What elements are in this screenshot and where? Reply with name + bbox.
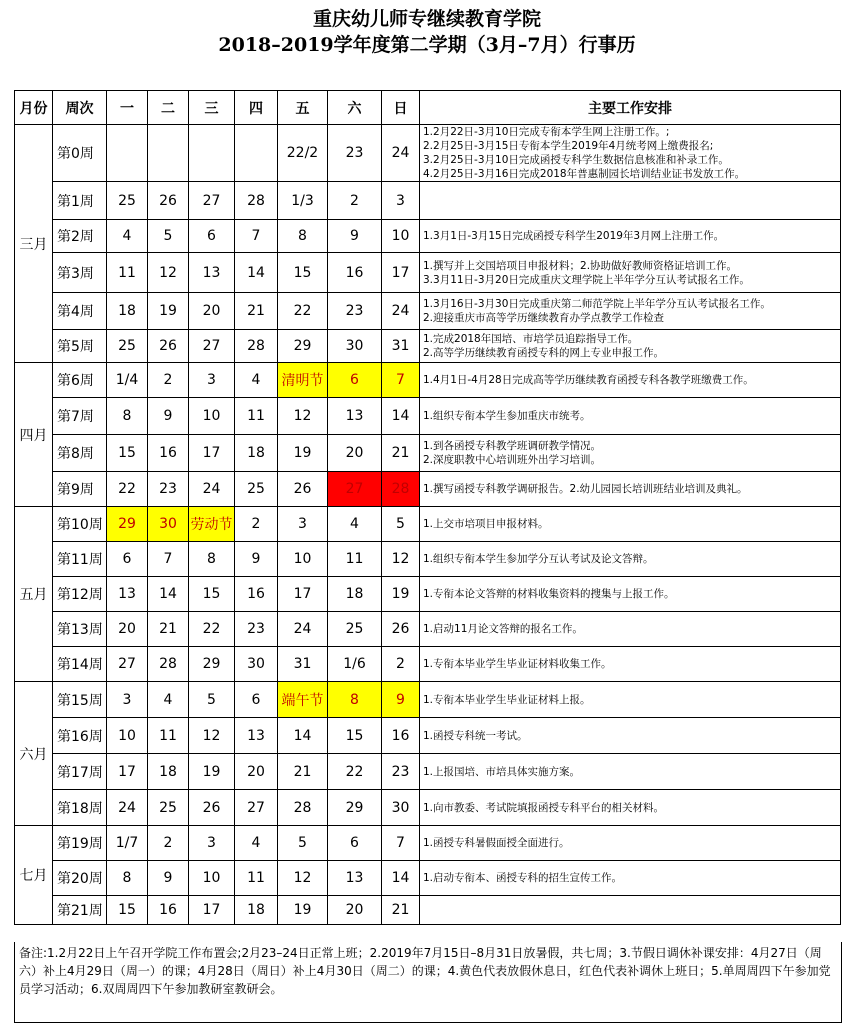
day-cell: 7 [382,826,420,861]
day-cell: 4 [328,507,382,542]
tasks-cell [420,293,841,330]
day-cell: 17 [278,577,328,612]
day-cell: 27 [107,647,148,682]
header-day: 六 [328,91,382,125]
day-cell: 11 [148,718,189,754]
tasks-cell [420,682,841,718]
tasks-cell [420,435,841,472]
day-cell: 8 [107,398,148,435]
tasks-cell [420,577,841,612]
day-cell: 19 [278,896,328,925]
task-line: 3.3月11日-3月20日完成重庆文理学院上半年学分互认考试报名工作。 [423,273,750,286]
day-cell: 26 [148,182,189,220]
day-cell: 6 [107,542,148,577]
week-label: 第8周 [53,435,107,472]
table-row [15,363,841,398]
day-cell [235,125,278,182]
week-label: 第9周 [53,472,107,507]
day-cell: 3 [278,507,328,542]
task-line: 1.组织专衔本学生参加重庆市统考。 [423,410,591,422]
table-row [15,398,841,435]
day-cell: 3 [189,363,235,398]
day-cell: 27 [189,182,235,220]
day-cell: 4 [107,220,148,253]
calendar-table [14,90,841,925]
day-cell: 11 [235,398,278,435]
day-cell: 5 [382,507,420,542]
day-cell: 5 [189,682,235,718]
day-cell: 14 [235,253,278,293]
holiday-cell: 7 [382,363,420,398]
day-cell: 3 [382,182,420,220]
task-line: 1.完成2018年国培、市培学员追踪指导工作。 [423,333,639,345]
day-cell: 10 [189,398,235,435]
day-cell: 9 [235,542,278,577]
day-cell: 4 [235,826,278,861]
tasks-cell [420,330,841,363]
day-cell: 30 [328,330,382,363]
tasks-cell [420,647,841,682]
table-row [15,826,841,861]
day-cell: 16 [382,718,420,754]
table-row [15,220,841,253]
task-line: 1.启动专衔本、函授专科的招生宣传工作。 [423,872,623,884]
day-cell: 12 [148,253,189,293]
task-line: 1.函授专科统一考试。 [423,729,528,742]
day-cell: 15 [328,718,382,754]
day-cell: 18 [235,435,278,472]
day-cell: 18 [148,754,189,790]
day-cell: 22 [278,293,328,330]
week-label: 第6周 [53,363,107,398]
day-cell: 1/6 [328,647,382,682]
holiday-cell: 8 [328,682,382,718]
week-label: 第21周 [53,896,107,925]
table-row [15,182,841,220]
page-title: 重庆幼儿师专继续教育学院 [312,8,541,30]
holiday-cell: 30 [148,507,189,542]
day-cell: 20 [235,754,278,790]
day-cell: 31 [278,647,328,682]
table-row [15,330,841,363]
task-line: 1.3月1日-3月15日完成函授专科学生2019年3月网上注册工作。 [423,230,725,242]
week-label: 第10周 [53,507,107,542]
day-cell: 24 [382,293,420,330]
day-cell: 15 [107,896,148,925]
day-cell: 3 [107,682,148,718]
day-cell: 30 [382,790,420,826]
table-row [15,896,841,925]
week-label: 第17周 [53,754,107,790]
task-line: 1.启动11月论文答辩的报名工作。 [423,623,583,635]
day-cell: 13 [235,718,278,754]
day-cell [189,125,235,182]
day-cell: 24 [107,790,148,826]
holiday-cell: 6 [328,363,382,398]
day-cell: 31 [382,330,420,363]
task-line: 1.专衔本毕业学生毕业证材料上报。 [423,693,591,706]
makeup-day-cell: 28 [382,472,420,507]
task-line: 1.向市教委、考试院填报函授专科平台的相关材料。 [423,801,665,814]
day-cell: 11 [107,253,148,293]
header-row [15,91,841,125]
footnote: 备注:1.2月22日上午召开学院工作布置会;2月23–24日正常上班；2.2019年7月15日–8月31日放暑假，共七周；3.节假日调休补课安排：4月27日（周六）补上4月29日（周一）的课；4月28日（周日）补上4月30日（周二）的课；4.黄色代表放假休息日，红色代表补调休上班日；5.单周周四下午参加党员学习活动；6.双周周四下午参加教研室教研会。 [14,942,842,1023]
tasks-cell [420,253,841,293]
task-line: 1.撰写并上交国培项目申报材料；2.协助做好教师资格证培训工作。 [423,259,738,272]
day-cell: 9 [148,861,189,896]
day-cell: 22 [328,754,382,790]
day-cell: 18 [107,293,148,330]
day-cell: 8 [278,220,328,253]
day-cell: 21 [382,896,420,925]
day-cell: 18 [235,896,278,925]
day-cell: 24 [382,125,420,182]
day-cell: 6 [189,220,235,253]
day-cell: 10 [382,220,420,253]
holiday-cell: 清明节 [278,363,328,398]
day-cell: 29 [328,790,382,826]
day-cell: 28 [235,182,278,220]
month-label: 四月 [15,363,53,507]
day-cell: 1/7 [107,826,148,861]
day-cell: 1/3 [278,182,328,220]
day-cell: 23 [328,125,382,182]
day-cell: 13 [328,861,382,896]
holiday-cell: 29 [107,507,148,542]
day-cell: 11 [328,542,382,577]
tasks-cell [420,861,841,896]
day-cell: 25 [148,790,189,826]
tasks-cell [420,472,841,507]
day-cell [148,125,189,182]
day-cell: 5 [278,826,328,861]
holiday-cell: 端午节 [278,682,328,718]
day-cell: 28 [148,647,189,682]
day-cell: 20 [107,612,148,647]
day-cell: 14 [382,861,420,896]
day-cell: 2 [148,363,189,398]
week-label: 第11周 [53,542,107,577]
task-line: 4.2月25日-3月16日完成2018年普惠制园长培训结业证书发放工作。 [423,168,746,180]
task-line: 1.到各函授专科教学班调研教学情况。 [423,440,602,452]
day-cell: 23 [328,293,382,330]
day-cell: 1/4 [107,363,148,398]
week-label: 第3周 [53,253,107,293]
day-cell: 26 [148,330,189,363]
table-row [15,790,841,826]
day-cell: 24 [189,472,235,507]
day-cell: 10 [107,718,148,754]
week-label: 第20周 [53,861,107,896]
day-cell: 15 [189,577,235,612]
day-cell: 16 [148,896,189,925]
task-line: 3.2月25日-3月10日完成函授专科学生数据信息核准和补录工作。 [423,154,729,166]
day-cell: 30 [235,647,278,682]
header-day: 日 [382,91,420,125]
week-label: 第0周 [53,125,107,182]
task-line: 1.函授专科暑假面授全面进行。 [423,837,570,849]
tasks-cell [420,542,841,577]
tasks-cell [420,612,841,647]
day-cell: 16 [235,577,278,612]
day-cell: 12 [382,542,420,577]
day-cell: 3 [189,826,235,861]
table-row [15,472,841,507]
tasks-cell [420,363,841,398]
week-label: 第15周 [53,682,107,718]
week-label: 第14周 [53,647,107,682]
day-cell: 2 [148,826,189,861]
day-cell: 27 [235,790,278,826]
day-cell: 21 [382,435,420,472]
day-cell: 6 [235,682,278,718]
day-cell: 25 [235,472,278,507]
day-cell: 24 [278,612,328,647]
tasks-cell [420,718,841,754]
task-line: 1.3月16日-3月30日完成重庆第二师范学院上半年学分互认考试报名工作。 [423,298,771,310]
day-cell: 17 [107,754,148,790]
task-line: 2.高等学历继续教育函授专科的网上专业申报工作。 [423,347,665,359]
day-cell: 26 [278,472,328,507]
day-cell: 21 [278,754,328,790]
header-month: 月份 [15,91,53,125]
tasks-cell [420,398,841,435]
day-cell: 23 [382,754,420,790]
task-line: 1.组织专衔本学生参加学分互认考试及论文答辩。 [423,553,654,565]
header-day: 一 [107,91,148,125]
day-cell: 18 [328,577,382,612]
table-row [15,507,841,542]
header-tasks: 主要工作安排 [420,91,841,125]
day-cell: 15 [278,253,328,293]
day-cell: 29 [189,647,235,682]
day-cell: 22/2 [278,125,328,182]
day-cell: 25 [107,182,148,220]
table-row [15,647,841,682]
tasks-cell [420,896,841,925]
week-label: 第18周 [53,790,107,826]
week-label: 第2周 [53,220,107,253]
table-row [15,682,841,718]
makeup-day-cell: 27 [328,472,382,507]
day-cell: 19 [278,435,328,472]
day-cell: 13 [107,577,148,612]
day-cell: 14 [382,398,420,435]
tasks-cell [420,182,841,220]
task-line: 1.上交市培项目申报材料。 [423,518,549,530]
week-label: 第5周 [53,330,107,363]
header-day: 四 [235,91,278,125]
task-line: 1.专衔本毕业学生毕业证材料收集工作。 [423,658,612,670]
day-cell: 25 [328,612,382,647]
task-line: 2.2月25日-3月15日专衔本学生2019年4月统考网上缴费报名; [423,140,714,152]
table-row [15,125,841,182]
day-cell: 23 [235,612,278,647]
day-cell: 8 [107,861,148,896]
table-row [15,542,841,577]
day-cell: 28 [278,790,328,826]
day-cell: 9 [148,398,189,435]
day-cell: 6 [328,826,382,861]
day-cell: 13 [328,398,382,435]
month-label: 三月 [15,125,53,363]
day-cell: 20 [189,293,235,330]
tasks-cell [420,125,841,182]
day-cell: 11 [235,861,278,896]
page-subtitle: 2018–2019学年度第二学期（3月–7月）行事历 [218,34,636,56]
day-cell: 21 [148,612,189,647]
header-day: 五 [278,91,328,125]
day-cell: 9 [328,220,382,253]
day-cell: 17 [189,896,235,925]
week-label: 第13周 [53,612,107,647]
table-row [15,861,841,896]
day-cell: 13 [189,253,235,293]
day-cell: 20 [328,896,382,925]
task-line: 1.4月1日-4月28日完成高等学历继续教育函授专科各教学班缴费工作。 [423,374,754,386]
day-cell: 12 [278,861,328,896]
month-label: 五月 [15,507,53,682]
holiday-cell: 9 [382,682,420,718]
table-row [15,612,841,647]
day-cell: 20 [328,435,382,472]
week-label: 第7周 [53,398,107,435]
task-line: 1.2月22日-3月10日完成专衔本学生网上注册工作。; [423,126,670,138]
week-label: 第4周 [53,293,107,330]
task-line: 1.专衔本论文答辩的材料收集资料的搜集与上报工作。 [423,588,675,600]
day-cell: 7 [235,220,278,253]
day-cell: 14 [278,718,328,754]
tasks-cell [420,754,841,790]
day-cell: 2 [235,507,278,542]
day-cell: 4 [235,363,278,398]
day-cell: 26 [189,790,235,826]
day-cell: 16 [328,253,382,293]
day-cell: 10 [278,542,328,577]
task-line: 2.迎接重庆市高等学历继续教育办学点教学工作检查 [423,312,665,324]
day-cell: 26 [382,612,420,647]
header-week: 周次 [53,91,107,125]
table-row [15,577,841,612]
day-cell: 14 [148,577,189,612]
task-line: 1.撰写函授专科教学调研报告。2.幼儿园园长培训班结业培训及典礼。 [423,483,748,495]
day-cell: 2 [328,182,382,220]
day-cell: 21 [235,293,278,330]
day-cell: 4 [148,682,189,718]
day-cell: 19 [189,754,235,790]
day-cell: 22 [107,472,148,507]
table-row [15,253,841,293]
day-cell: 8 [189,542,235,577]
day-cell: 2 [382,647,420,682]
day-cell: 19 [382,577,420,612]
tasks-cell [420,826,841,861]
day-cell: 28 [235,330,278,363]
table-row [15,718,841,754]
holiday-cell: 劳动节 [189,507,235,542]
table-row [15,754,841,790]
day-cell: 10 [189,861,235,896]
month-label: 六月 [15,682,53,826]
day-cell: 17 [382,253,420,293]
day-cell: 19 [148,293,189,330]
day-cell: 16 [148,435,189,472]
tasks-cell [420,507,841,542]
day-cell: 7 [148,542,189,577]
tasks-cell [420,220,841,253]
day-cell: 29 [278,330,328,363]
day-cell: 25 [107,330,148,363]
week-label: 第16周 [53,718,107,754]
table-row [15,435,841,472]
table-row [15,293,841,330]
week-label: 第1周 [53,182,107,220]
month-label: 七月 [15,826,53,925]
day-cell: 5 [148,220,189,253]
day-cell: 12 [278,398,328,435]
header-day: 三 [189,91,235,125]
day-cell: 17 [189,435,235,472]
week-label: 第12周 [53,577,107,612]
day-cell [107,125,148,182]
day-cell: 27 [189,330,235,363]
week-label: 第19周 [53,826,107,861]
day-cell: 15 [107,435,148,472]
day-cell: 23 [148,472,189,507]
tasks-cell [420,790,841,826]
task-line: 1.上报国培、市培具体实施方案。 [423,765,581,778]
header-day: 二 [148,91,189,125]
day-cell: 12 [189,718,235,754]
day-cell: 22 [189,612,235,647]
task-line: 2.深度职教中心培训班外出学习培训。 [423,454,602,466]
